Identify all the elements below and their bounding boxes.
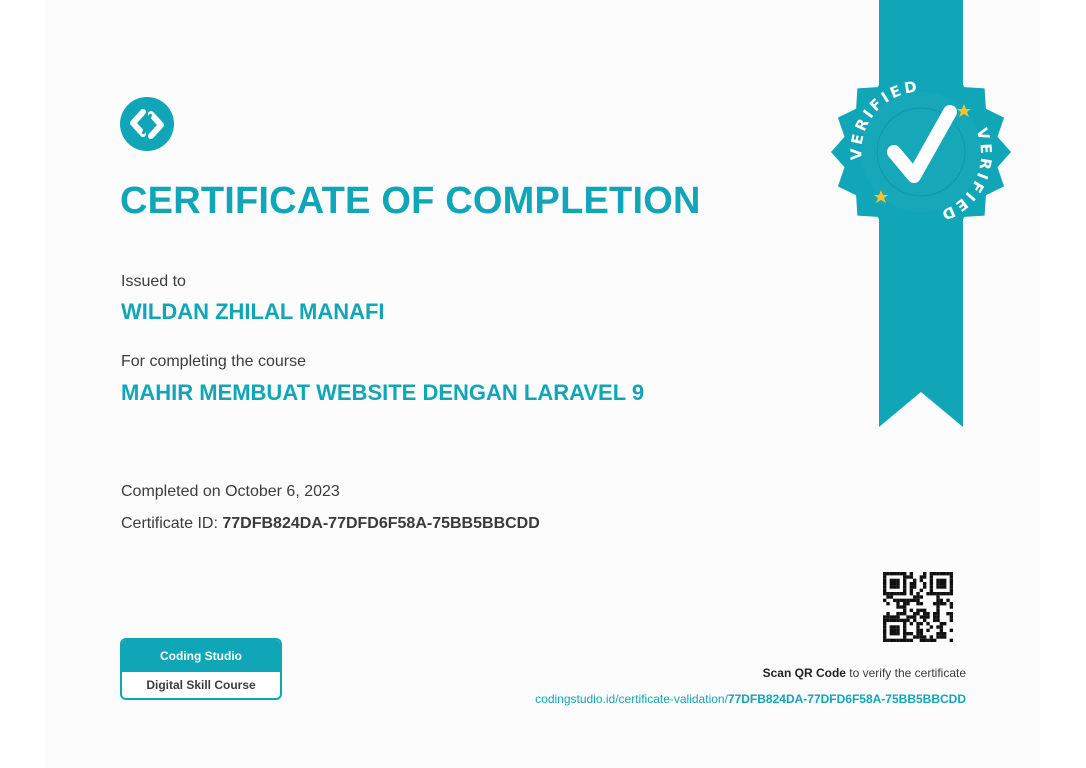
seal-text-right: VERIFIED bbox=[936, 125, 996, 225]
certificate-id-line bbox=[121, 515, 540, 533]
badge-subtitle: Digital Skill Course bbox=[146, 678, 256, 692]
recipient-name: WILDAN ZHILAL MANAFI bbox=[121, 299, 385, 324]
certificate-id-value: 77DFB824DA-77DFD6F58A-75BB5BBCDD bbox=[222, 515, 540, 532]
coding-studio-badge bbox=[120, 638, 282, 700]
certificate-title: CERTIFICATE OF COMPLETION bbox=[120, 180, 701, 222]
validation-url-id: 77DFB824DA-77DFD6F58A-75BB5BBCDD bbox=[727, 692, 966, 706]
certificate-id-label: Certificate ID: bbox=[121, 515, 223, 532]
verified-ribbon bbox=[826, 0, 1016, 432]
validation-url[interactable] bbox=[535, 692, 966, 706]
scan-qr-strong: Scan QR Code bbox=[762, 666, 846, 680]
badge-title: Coding Studio bbox=[122, 640, 280, 672]
completion-date: Completed on October 6, 2023 bbox=[121, 483, 340, 500]
course-name: MAHIR MEMBUAT WEBSITE DENGAN LARAVEL 9 bbox=[121, 380, 645, 405]
coding-studio-logo-icon bbox=[119, 96, 175, 152]
scan-qr-rest: to verify the certificate bbox=[845, 666, 966, 680]
seal-text-top: VERIFIED bbox=[847, 77, 921, 161]
validation-url-prefix: codingstudio.id/certificate-validation/ bbox=[535, 692, 728, 706]
course-label: For completing the course bbox=[121, 353, 306, 370]
scan-instruction bbox=[763, 666, 966, 680]
verified-seal-icon bbox=[831, 62, 1011, 242]
qr-code-icon bbox=[883, 572, 953, 642]
issued-to-label: Issued to bbox=[121, 273, 186, 290]
